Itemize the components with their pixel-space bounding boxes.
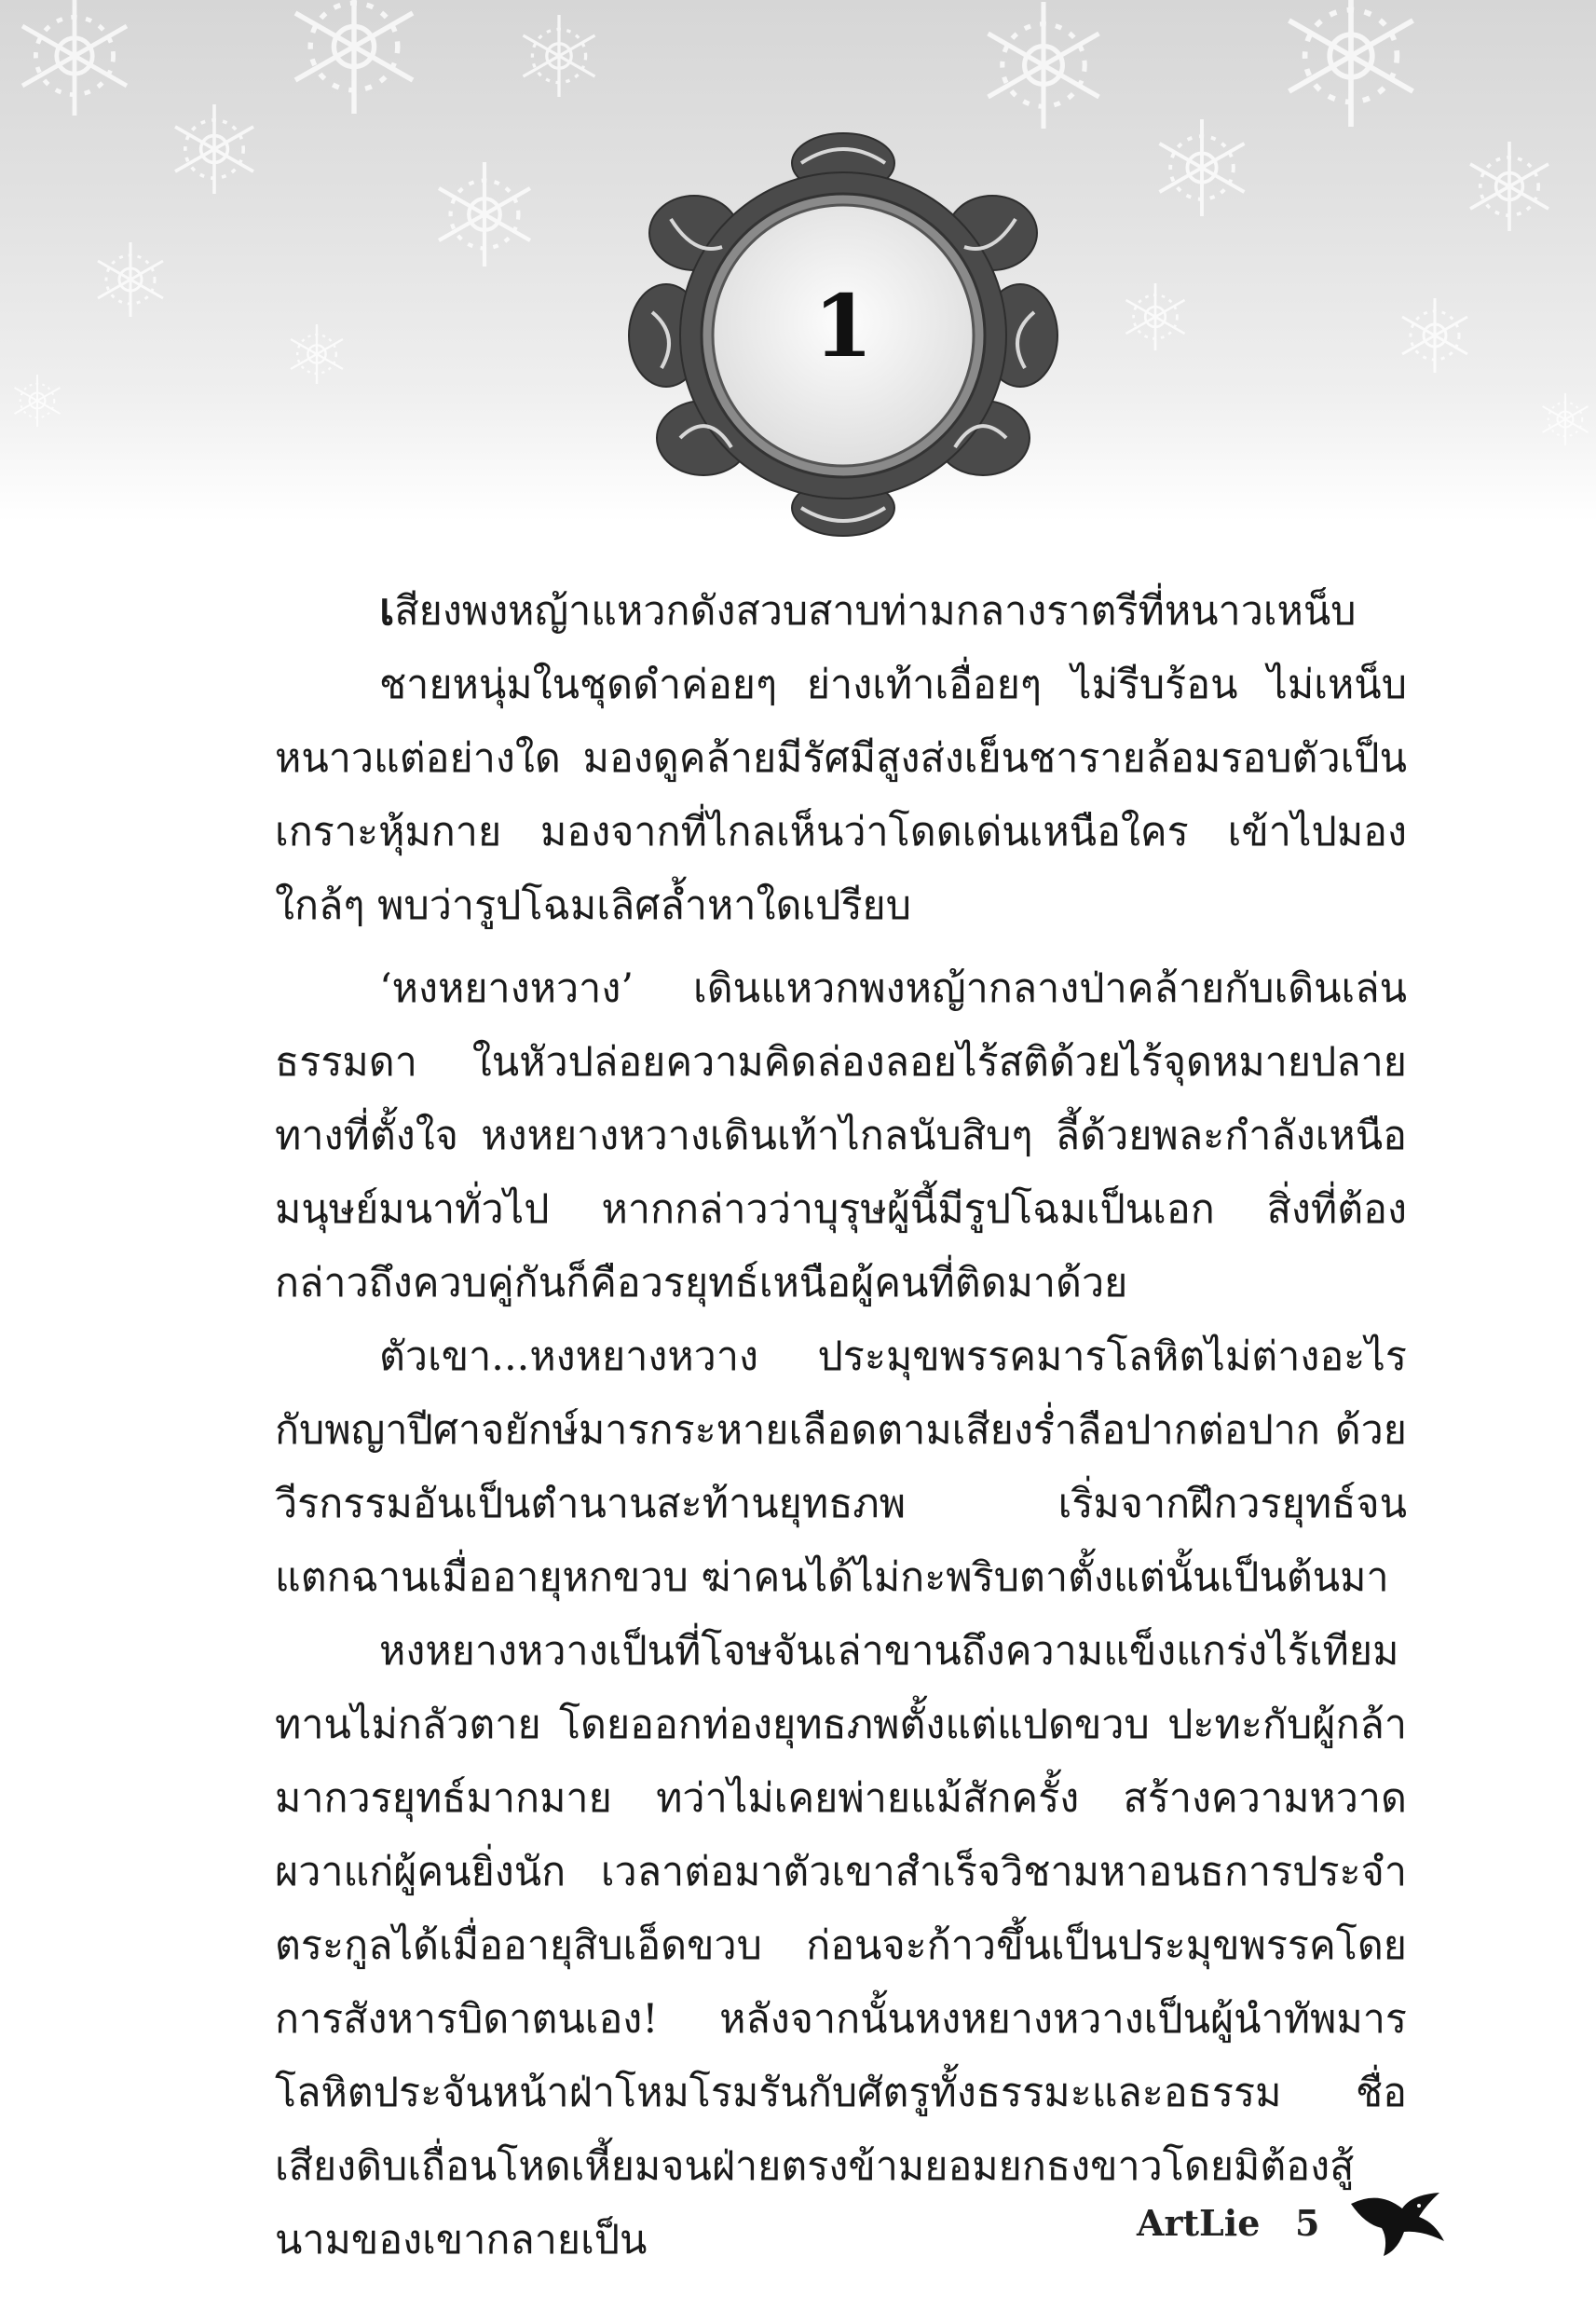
paragraph — [275, 573, 1407, 649]
paragraph: ตัวเขา...หงหยางหวาง ประมุขพรรคมารโลหิตไม่ต่างอะไรกับพญาปีศาจยักษ์มารกระหายเลือดตามเสียงร่ำลือปากต่อปาก ด้วยวีรกรรมอันเป็นตำนานสะท้านยุทธภพ เริ่มจากฝึกวรยุทธ์จนแตกฉานเมื่ออายุหกขวบ ฆ่าคนได้ไม่กะพริบตาตั้งแต่นั้นเป็นต้นมา — [275, 1333, 1407, 1601]
paragraph: หงหยางหวางเป็นที่โจษจันเล่าขานถึงความแข็งแกร่งไร้เทียมทานไม่กลัวตาย โดยออกท่องยุทธภพตั้งแต่แปดขวบ ปะทะกับผู้กล้ามากวรยุทธ์มากมาย ทว่าไม่เคยพ่ายแม้สักครั้ง สร้างความหวาดผวาแก่ผู้คนยิ่งนัก เวลาต่อมาตัวเขาสำเร็จวิชามหาอนธการประจำตระกูลได้เมื่ออายุสิบเอ็ดขวบ ก่อนจะก้าวขึ้นเป็นประมุขพรรคโดยการสังหารบิดาตนเอง! หลังจากนั้นหงหยางหวางเป็นผู้นำทัพมารโลหิตประจันหน้าฝ่าโหมโรมรันกับศัตรูทั้งธรรมะและอธรรม ชื่อเสียงดิบเถื่อนโหดเหี้ยมจนฝ่ายตรงข้ามยอมยกธงขาวโดยมิต้องสู้ นามของเขากลายเป็น — [275, 1628, 1407, 2263]
eagle-icon — [1346, 2185, 1449, 2260]
page-number: 5 — [1295, 2202, 1320, 2244]
chapter-number: 1 — [812, 276, 873, 376]
drop-cap: เ — [379, 583, 395, 636]
publisher-name: ArtLie — [1137, 2202, 1261, 2244]
page-footer — [1137, 2185, 1453, 2269]
paragraph-text: สียงพงหญ้าแหวกดังสวบสาบท่ามกลางราตรีที่หนาวเหน็บ — [394, 588, 1357, 635]
paragraph: ชายหนุ่มในชุดดำค่อยๆ ย่างเท้าเอื่อยๆ ไม่รีบร้อน ไม่เหน็บหนาวแต่อย่างใด มองดูคล้ายมีรัศมีสูงส่งเย็นชารายล้อมรอบตัวเป็นเกราะหุ้มกาย มองจากที่ไกลเห็นว่าโดดเด่นเหนือใคร เข้าไปมองใกล้ๆ พบว่ารูปโฉมเลิศล้ำหาใดเปรียบ — [275, 662, 1407, 929]
chapter-body — [275, 573, 1407, 2277]
paragraph: ‘หงหยางหวาง’ เดินแหวกพงหญ้ากลางป่าคล้ายกับเดินเล่นธรรมดา ในหัวปล่อยความคิดล่องลอยไร้สติด้วยไร้จุดหมายปลายทางที่ตั้งใจ หงหยางหวางเดินเท้าไกลนับสิบๆ ลี้ด้วยพละกำลังเหนือมนุษย์มนาทั่วไป หากกล่าวว่าบุรุษผู้นี้มีรูปโฉมเป็นเอก สิ่งที่ต้องกล่าวถึงควบคู่กันก็คือวรยุทธ์เหนือผู้คนที่ติดมาด้วย — [275, 965, 1407, 1306]
